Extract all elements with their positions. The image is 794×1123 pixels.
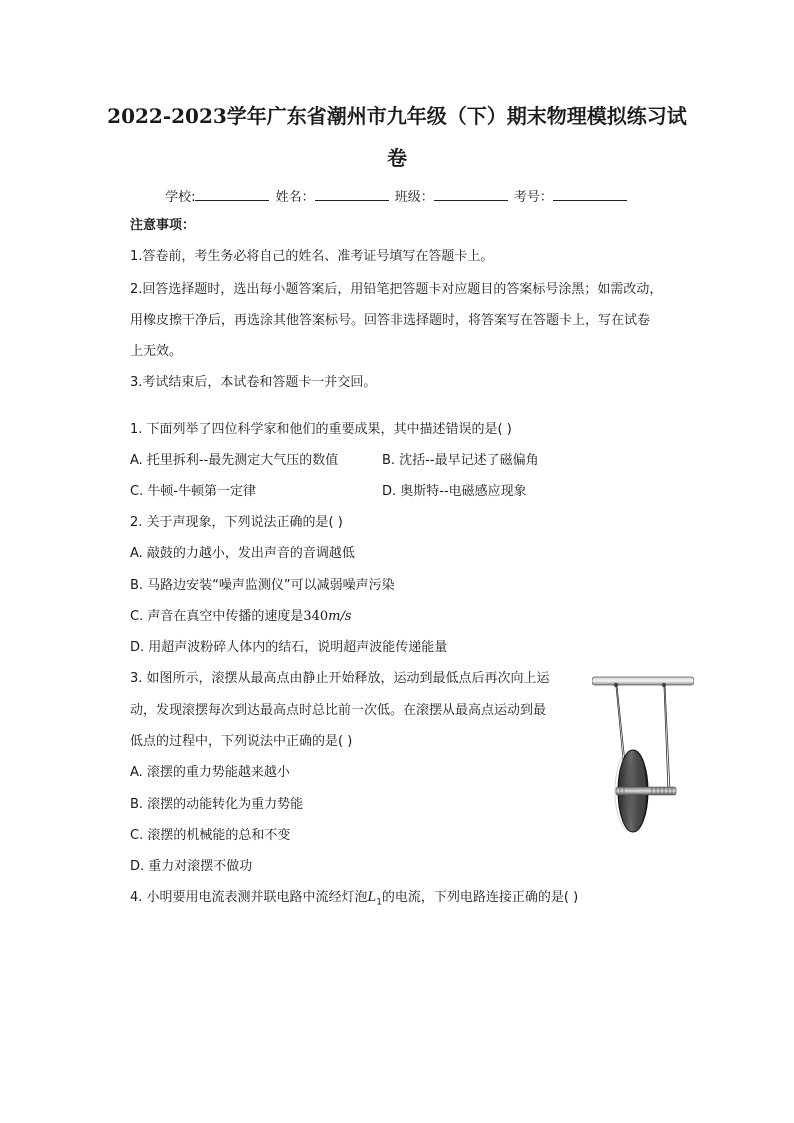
q2-option-b: B. 马路边安装“噪声监测仪”可以减弱噪声污染 <box>130 578 395 593</box>
q3-option-b: B. 滚摆的动能转化为重力势能 <box>130 797 304 812</box>
notes-item-3: 3.考试结束后，本试卷和答题卡一并交回。 <box>130 375 377 390</box>
q1-stem: 1. 下面列举了四位科学家和他们的重要成果，其中描述错误的是( ) <box>130 422 512 437</box>
q1-option-b: B. 沈括--最早记述了磁偏角 <box>382 453 539 468</box>
notes-heading: 注意事项： <box>130 218 196 233</box>
notes-item-2-line-1: 2.回答选择题时，选出每小题答案后，用铅笔把答题卡对应题目的答案标号涂黑；如需改动， <box>130 282 663 297</box>
exam-no-blank[interactable] <box>553 188 627 201</box>
q2-stem: 2. 关于声现象，下列说法正确的是( ) <box>130 515 343 530</box>
class-blank[interactable] <box>434 188 508 201</box>
notes-item-2-line-3: 上无效。 <box>130 344 183 359</box>
q2-option-c <box>130 608 352 626</box>
notes-item-2-line-2: 用橡皮擦干净后，再选涂其他答案标号。回答非选择题时，将答案写在答题卡上，写在试卷 <box>130 313 651 328</box>
q3-stem-line-1: 3. 如图所示，滚摆从最高点由静止开始释放，运动到最低点后再次向上运 <box>130 671 550 686</box>
name-label: 姓名： <box>275 190 315 205</box>
exam-title-line1: 2022-2023学年广东省潮州市九年级（下）期末物理模拟练习试 <box>107 104 687 128</box>
q1-option-a: A. 托里拆利--最先测定大气压的数值 <box>130 453 339 468</box>
q2-option-c-unit: m/s <box>328 609 352 624</box>
q4-stem-subscript: 1 <box>376 897 382 908</box>
q3-stem-line-3: 低点的过程中，下列说法中正确的是( ) <box>130 734 353 749</box>
q2-option-c-text: C. 声音在真空中传播的速度是 <box>130 609 304 624</box>
q4-stem-symbol: L <box>367 890 377 905</box>
exam-title-line2: 卷 <box>387 146 407 170</box>
q4-stem <box>130 889 578 912</box>
q2-option-d: D. 用超声波粉碎人体内的结石，说明超声波能传递能量 <box>130 640 448 655</box>
class-label: 班级： <box>394 190 434 205</box>
notes-item-1: 1.答卷前，考生务必将自己的姓名、准考证号填写在答题卡上。 <box>130 249 494 264</box>
q2-option-c-value: 340 <box>303 609 329 624</box>
q1-option-d: D. 奥斯特--电磁感应现象 <box>382 484 527 499</box>
q3-option-a: A. 滚摆的重力势能越来越小 <box>130 765 290 780</box>
name-blank[interactable] <box>315 188 389 201</box>
school-blank[interactable] <box>195 188 269 201</box>
maxwell-pendulum-figure <box>592 674 694 838</box>
student-info-line <box>0 186 794 205</box>
q2-option-a: A. 敲鼓的力越小，发出声音的音调越低 <box>130 546 355 561</box>
q3-stem-line-2: 动，发现滚摆每次到达最高点时总比前一次低。在滚摆从最高点运动到最 <box>130 703 547 718</box>
q4-stem-suffix: 的电流，下列电路连接正确的是( ) <box>381 890 579 905</box>
q1-option-c: C. 牛顿-牛顿第一定律 <box>130 484 257 499</box>
exam-no-label: 考号： <box>513 190 553 205</box>
school-label: 学校: <box>165 190 196 205</box>
q3-option-d: D. 重力对滚摆不做功 <box>130 859 253 874</box>
q4-stem-text: 4. 小明要用电流表测并联电路中流经灯泡 <box>130 890 368 905</box>
q3-option-c: C. 滚摆的机械能的总和不变 <box>130 828 291 843</box>
